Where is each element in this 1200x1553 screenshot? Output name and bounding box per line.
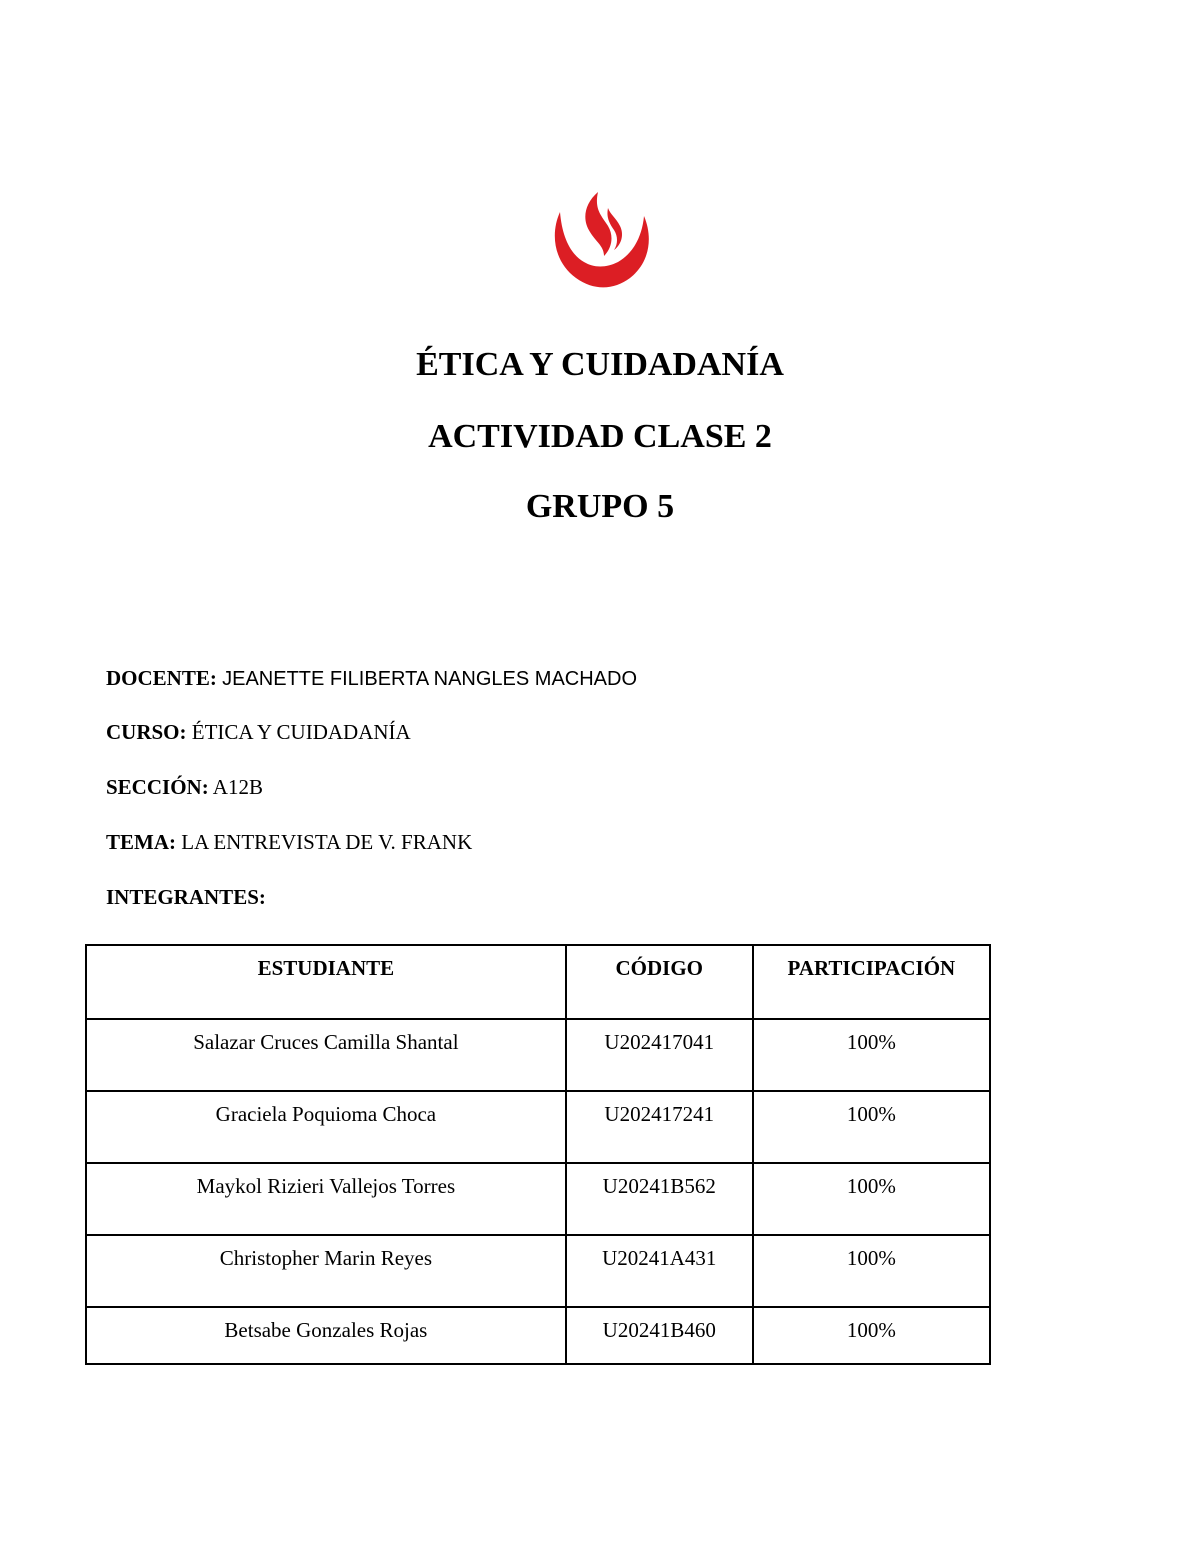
seccion-line [106,775,263,800]
student-participation: 100% [753,1091,990,1163]
student-code: U20241A431 [566,1235,753,1307]
student-code: U202417241 [566,1091,753,1163]
student-participation: 100% [753,1307,990,1364]
student-name: Christopher Marin Reyes [86,1235,566,1307]
tema-value: LA ENTREVISTA DE V. FRANK [181,830,473,854]
seccion-value: A12B [212,775,263,799]
student-code: U202417041 [566,1019,753,1091]
seccion-label: SECCIÓN: [106,775,209,799]
docente-label: DOCENTE: [106,666,217,690]
student-participation: 100% [753,1235,990,1307]
table-row [86,1091,990,1163]
members-table [85,944,991,1365]
integrantes-label: INTEGRANTES: [106,885,266,909]
table-header-row [86,945,990,1019]
header-participacion: PARTICIPACIÓN [753,945,990,1019]
table-row [86,1019,990,1091]
header-codigo: CÓDIGO [566,945,753,1019]
student-participation: 100% [753,1019,990,1091]
curso-line [106,720,411,745]
student-name: Graciela Poquioma Choca [86,1091,566,1163]
tema-line [106,830,472,855]
university-flame-logo [548,190,654,290]
student-code: U20241B460 [566,1307,753,1364]
student-participation: 100% [753,1163,990,1235]
docente-line [106,666,637,691]
student-name: Betsabe Gonzales Rojas [86,1307,566,1364]
tema-label: TEMA: [106,830,176,854]
table-row [86,1235,990,1307]
docente-value: JEANETTE FILIBERTA NANGLES MACHADO [222,668,638,690]
course-title: ÉTICA Y CUIDADANÍA [416,346,784,383]
student-name: Salazar Cruces Camilla Shantal [86,1019,566,1091]
integrantes-line [106,885,266,910]
header-estudiante: ESTUDIANTE [86,945,566,1019]
student-name: Maykol Rizieri Vallejos Torres [86,1163,566,1235]
table-row [86,1163,990,1235]
group-title: GRUPO 5 [525,488,675,525]
student-code: U20241B562 [566,1163,753,1235]
curso-label: CURSO: [106,720,187,744]
activity-title: ACTIVIDAD CLASE 2 [428,418,772,455]
curso-value: ÉTICA Y CUIDADANÍA [191,720,411,744]
table-row [86,1307,990,1364]
